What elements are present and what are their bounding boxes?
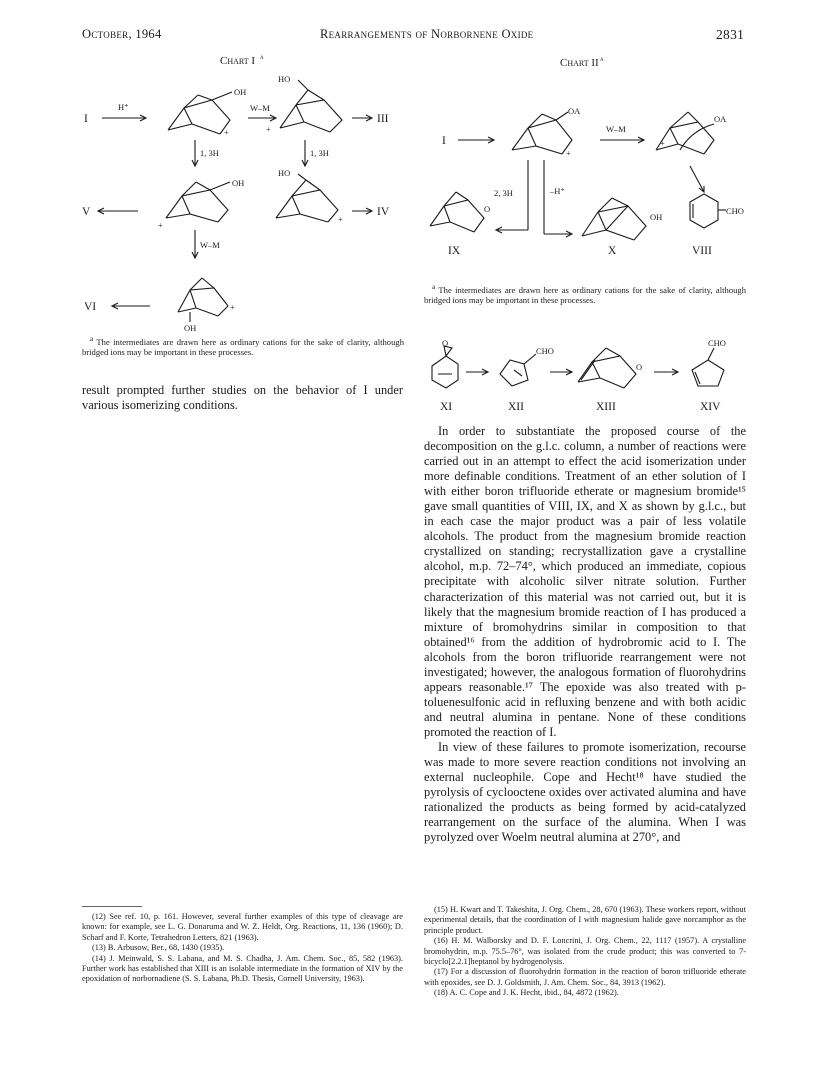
h-plus-label: H⁺: [118, 102, 129, 112]
chart-2-title-sup: a: [600, 54, 604, 63]
norbornyl-cation-2: [280, 80, 342, 132]
chart-2-footnote-text: The intermediates are drawn here as ordinary cations for the sake of clarity, although bridged ions may be important in these processes.: [424, 284, 746, 306]
minus-h-label: –H⁺: [550, 186, 565, 196]
shift-label-2: 1, 3H: [310, 148, 329, 158]
scheme-xi-xiv: [424, 330, 754, 420]
cho-label-viii: CHO: [726, 206, 744, 216]
footnote-18: (18) A. C. Cope and J. K. Hecht, ibid., 84, 4872 (1962).: [434, 988, 619, 998]
footnote-16: (16) H. M. Walborsky and D. F. Loncrini, J. Org. Chem., 22, 1117 (1957). A crystalline bromohydrin, m.p. 75.5–76°, was isolated from the crude product; this was converted to 7-bicyclo[2.2.1]heptanol by hydrogenolysis.: [424, 936, 746, 967]
o-label-ix: O: [484, 204, 491, 214]
compound-I-label-2: I: [442, 135, 446, 147]
norcamphor-IX: [430, 192, 484, 232]
chart-1-footnote-text: The intermediates are drawn here as ordinary cations for the sake of clarity, although bridged ions may be important in these processes.: [82, 336, 404, 358]
compound-XI-label: XI: [440, 401, 453, 413]
compound-I-label: I: [84, 113, 88, 125]
oh-label-3: OH: [184, 323, 197, 333]
oh-label-2: OH: [232, 178, 245, 188]
shift-label-1: 1, 3H: [200, 148, 219, 158]
arrow-c2-3: [690, 166, 704, 192]
compound-XIV-label: XIV: [700, 401, 721, 413]
chart-1-footnote-mark: a: [90, 335, 94, 343]
cho-label-xii: CHO: [536, 346, 554, 356]
cyclohexenecarboxaldehyde-VIII: [690, 194, 726, 228]
compound-XIII-label: XIII: [596, 401, 616, 413]
footnote-rule-left: [82, 906, 142, 907]
footnote-17: (17) For a discussion of fluorohydrin formation in the reaction of boron trifluoride etherate with epoxides, see D. J. Goldsmith, J. Am. Chem. Soc., 84, 3913 (1962).: [424, 967, 746, 987]
epoxide-XIII: [578, 348, 636, 388]
page-number: 2831: [716, 27, 745, 42]
compound-X-label: X: [608, 245, 617, 257]
plus-5: +: [230, 302, 235, 312]
compound-VI-label: VI: [84, 301, 97, 313]
o-label-xiii: O: [636, 362, 643, 372]
norbornyl-cation-3: [166, 182, 230, 222]
compound-V-label: V: [82, 206, 91, 218]
plus-1: +: [224, 127, 229, 137]
compound-XII-label: XII: [508, 401, 524, 413]
chart-2: [422, 50, 752, 260]
norbornyl-cation-5: [178, 278, 228, 322]
ho-label-1: HO: [278, 74, 291, 84]
left-column-text: [82, 383, 403, 413]
footnote-12: (12) See ref. 10, p. 161. However, several further examples of this type of cleavage are known: for example, see L. G. Donaruma and W. Z. Heldt, Org. Reactions, 11, 136 (1960); D. Scharf and F. Korte, Tetrahedron Letters, 821 (1963).: [82, 912, 403, 942]
norbornyl-cation-1: [168, 92, 232, 134]
compound-III-label: III: [377, 113, 389, 125]
right-paragraph-2: In view of these failures to promote isomerization, recourse was made to more severe reaction conditions not involving an external nucleophile. Cope and Hecht¹⁸ have studied the pyrolysis of cyclooctene oxides over activated alumina and have rationalized the products as being formed by acid-catalyzed rearrangement on the surface of the alumina. When I was pyrolyzed over Woelm neutral alumina at 270°, and: [424, 739, 746, 845]
oa-label-1: OA: [568, 106, 581, 116]
chart-1: [80, 50, 410, 335]
chart-2-footnote: [424, 282, 746, 306]
compound-IV-label: IV: [377, 206, 390, 218]
pinene-oxide-XI: [432, 346, 458, 388]
footnotes-right: [424, 905, 746, 999]
norbornyl-oa-cation-1: [512, 112, 572, 154]
plus-c2-2: +: [660, 138, 665, 148]
oa-label-2: OA: [714, 114, 727, 124]
nortricyclanol-X: [582, 198, 646, 240]
chart-1-footnote: [82, 334, 404, 358]
footnote-14: (14) J. Meinwald, S. S. Labana, and M. S. Chadha, J. Am. Chem. Soc., 85, 582 (1963). Further work has established that XIII is an isolable intermediate in the formation of XIV by the epoxidation of norbornadiene (S. S. Labana, Ph.D. Thesis, Cornell University, 1963).: [82, 953, 403, 984]
plus-2: +: [266, 124, 271, 134]
wm-label-c2: W–M: [606, 124, 626, 134]
chart-1-title-sup: a: [260, 52, 264, 61]
left-paragraph-1: result prompted further studies on the behavior of I under various isomerizing conditions.: [82, 383, 403, 413]
cho-label-xiv: CHO: [708, 338, 726, 348]
footnote-15: (15) H. Kwart and T. Takeshita, J. Org. Chem., 28, 670 (1963). These workers report, without experimental details, that the coordination of I with magnesium halide gave norcamphor as the principle product.: [424, 905, 746, 935]
compound-IX-label: IX: [448, 245, 461, 257]
compound-VIII-label: VIII: [692, 245, 712, 257]
campholenic-aldehyde-XII: [500, 354, 536, 386]
plus-4: +: [338, 214, 343, 224]
plus-c2-1: +: [566, 148, 571, 158]
oh-label-x: OH: [650, 212, 663, 222]
chart-1-title: Chart I: [220, 55, 256, 67]
cyclopentene-aldehyde-XIV: [692, 348, 724, 386]
footnotes-left: [82, 912, 403, 985]
chart-2-footnote-mark: a: [432, 283, 436, 291]
chart-2-title: Chart II: [560, 57, 599, 69]
right-paragraph-1: In order to substantiate the proposed course of the decomposition on the g.l.c. column, a number of reactions were carried out in an attempt to effect the acid isomerization under more definable conditions. Treatment of an ether solution of I with either boron trifluoride etherate or magnesium bromide¹⁵ gave small quantities of VIII, IX, and X as shown by g.l.c., but in each case the major product was a pair of less volatile alcohols. The product from the magnesium bromide reaction crystallized on standing; recrystallization gave a crystalline alcohol, m.p. 72–74°, which produced an immediate, copious precipitate with alcoholic silver nitrate solution. Further characterization of this material was not carried out, but it is likely that the magnesium bromide reaction of I has produced a mixture of bromohydrins similar in composition to that obtained¹⁶ from the addition of hydrobromic acid to I. The alcohols from the boron trifluoride rearrangement were not investigated; however, the analogous formation of fluorohydrins appears reasonable.¹⁷ The epoxide was also treated with p-toluenesulfonic acid in refluxing benzene and with both acidic and neutral alumina in pentane. None of these conditions promoted the reaction of I.: [424, 424, 746, 739]
oh-label-1: OH: [234, 87, 247, 97]
ho-label-2: HO: [278, 168, 291, 178]
right-column-text: [424, 424, 746, 845]
header-date: October, 1964: [82, 27, 162, 41]
o-label-xi: O: [442, 338, 449, 348]
header-title: Rearrangements of Norbornene Oxide: [320, 27, 534, 41]
plus-3: +: [158, 220, 163, 230]
norbornyl-cation-4: [276, 174, 338, 222]
wm-label-2: W–M: [200, 240, 220, 250]
footnote-13: (13) B. Arbusow, Ber., 68, 1430 (1935).: [92, 943, 225, 953]
wm-label-1: W–M: [250, 103, 270, 113]
shift-label-c2: 2, 3H: [494, 188, 513, 198]
